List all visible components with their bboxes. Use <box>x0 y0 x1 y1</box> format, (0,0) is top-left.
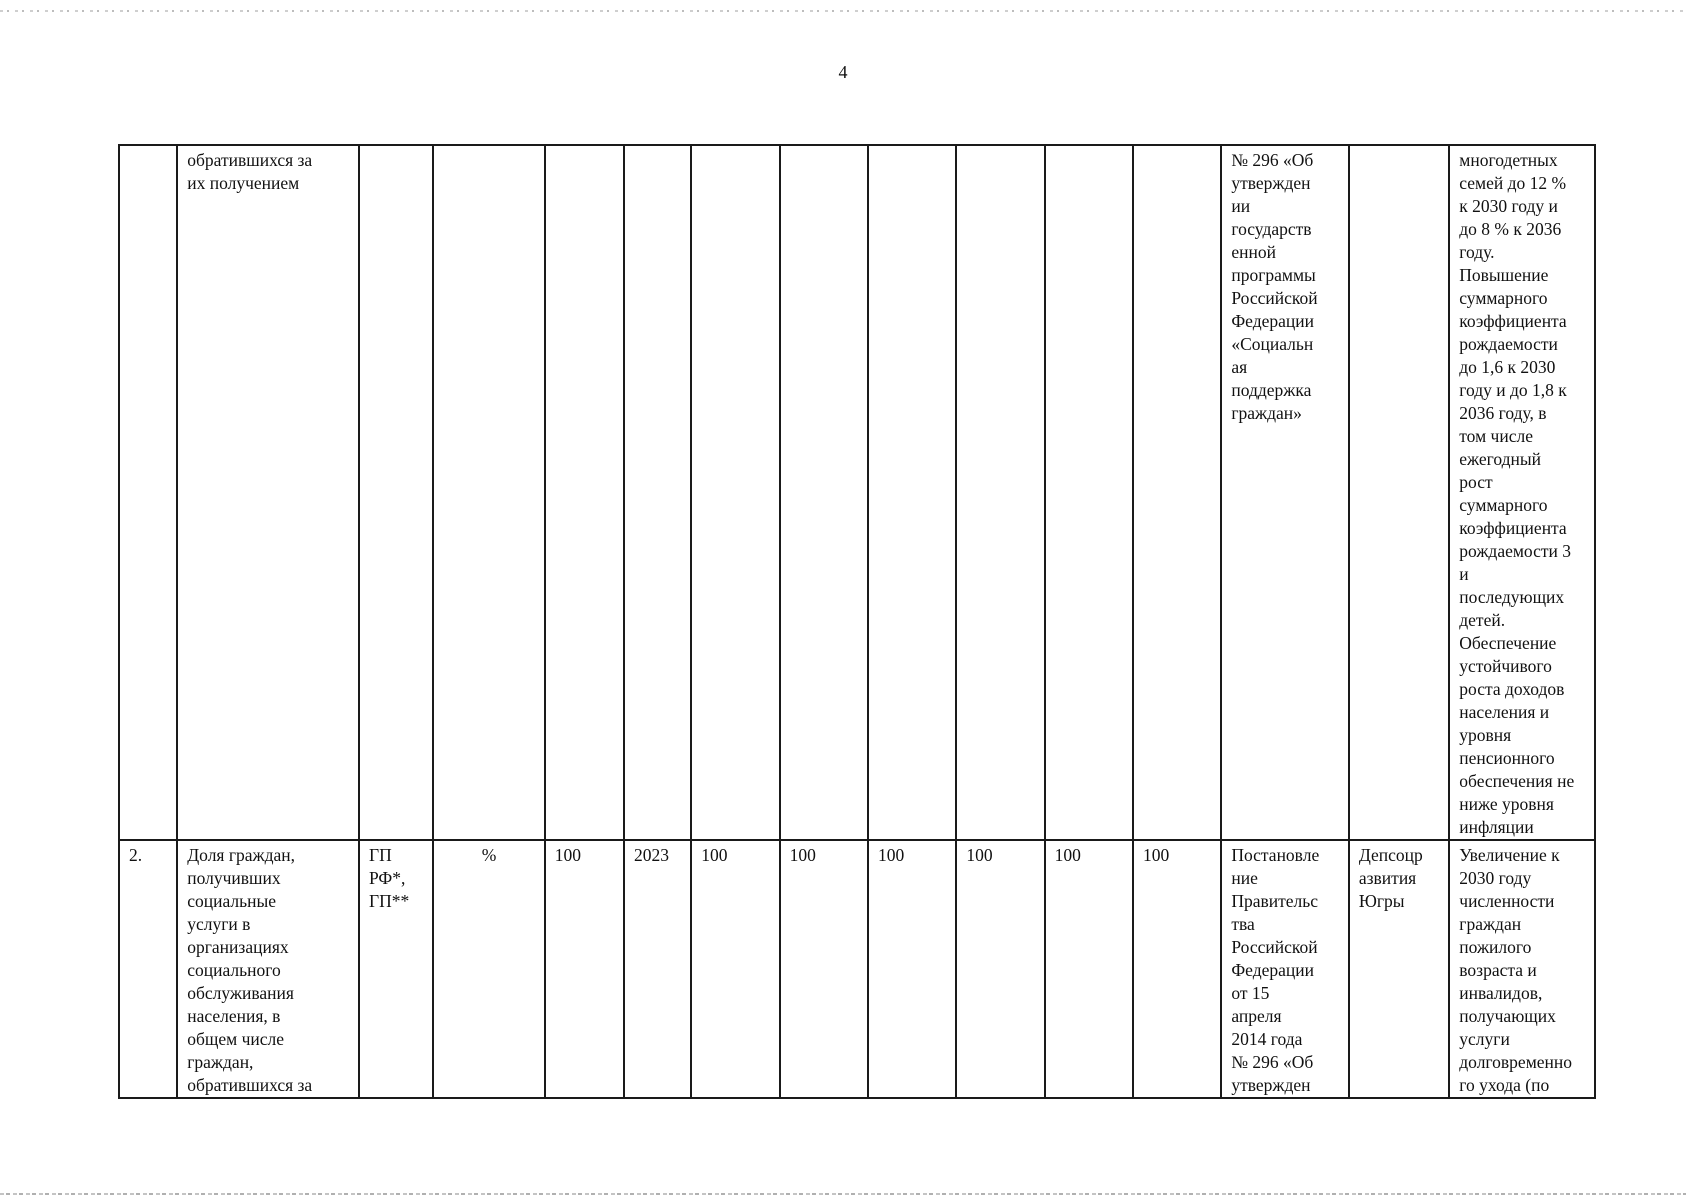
cell-indicator: Доля граждан, получивших социальные услуги в организациях социального обслуживания населения, в общем числе граждан, обратившихся за <box>177 840 359 1098</box>
cell-year-4 <box>956 145 1044 840</box>
cell-unit: % <box>433 840 544 1098</box>
cell-year-2: 100 <box>780 840 868 1098</box>
cell-base-year: 2023 <box>624 840 691 1098</box>
cell-base-value <box>545 145 624 840</box>
cell-document: Постановле ние Правительс тва Российской Федерации от 15 апреля 2014 года № 296 «Об утвержден <box>1221 840 1349 1098</box>
cell-level <box>359 145 433 840</box>
cell-year-5 <box>1045 145 1133 840</box>
cell-unit <box>433 145 544 840</box>
cell-goal: многодетных семей до 12 % к 2030 году и до 8 % к 2036 году. Повышение суммарного коэффициента рождаемости до 1,6 к 2030 году и до 1,8 к 2036 году, в том числе ежегодный рост суммарного коэффициента рождаемости 3 и последующих детей. Обеспечение устойчивого роста доходов населения и уровня пенсионного обеспечения не ниже уровня инфляции <box>1449 145 1595 840</box>
cell-number: 2. <box>119 840 177 1098</box>
cell-year-3: 100 <box>868 840 956 1098</box>
cell-year-6 <box>1133 145 1221 840</box>
cell-year-1 <box>691 145 779 840</box>
scan-edge-top <box>0 10 1686 12</box>
cell-document: № 296 «Об утвержден ии государств енной программы Российской Федерации «Социальн ая поддержка граждан» <box>1221 145 1349 840</box>
cell-goal: Увеличение к 2030 году численности граждан пожилого возраста и инвалидов, получающих услуги долговременно го ухода (по <box>1449 840 1595 1098</box>
table-row <box>119 145 1595 840</box>
cell-year-5: 100 <box>1045 840 1133 1098</box>
indicators-table <box>118 144 1596 1099</box>
scan-edge-bottom <box>0 1193 1686 1195</box>
cell-responsible <box>1349 145 1449 840</box>
cell-year-4: 100 <box>956 840 1044 1098</box>
cell-base-value: 100 <box>545 840 624 1098</box>
cell-year-1: 100 <box>691 840 779 1098</box>
cell-responsible: Депсоцр азвития Югры <box>1349 840 1449 1098</box>
page-number: 4 <box>838 62 848 82</box>
cell-number <box>119 145 177 840</box>
cell-indicator: обратившихся за их получением <box>177 145 359 840</box>
cell-year-2 <box>780 145 868 840</box>
cell-level: ГП РФ*, ГП** <box>359 840 433 1098</box>
table-row <box>119 840 1595 1098</box>
cell-year-3 <box>868 145 956 840</box>
cell-year-6: 100 <box>1133 840 1221 1098</box>
cell-base-year <box>624 145 691 840</box>
